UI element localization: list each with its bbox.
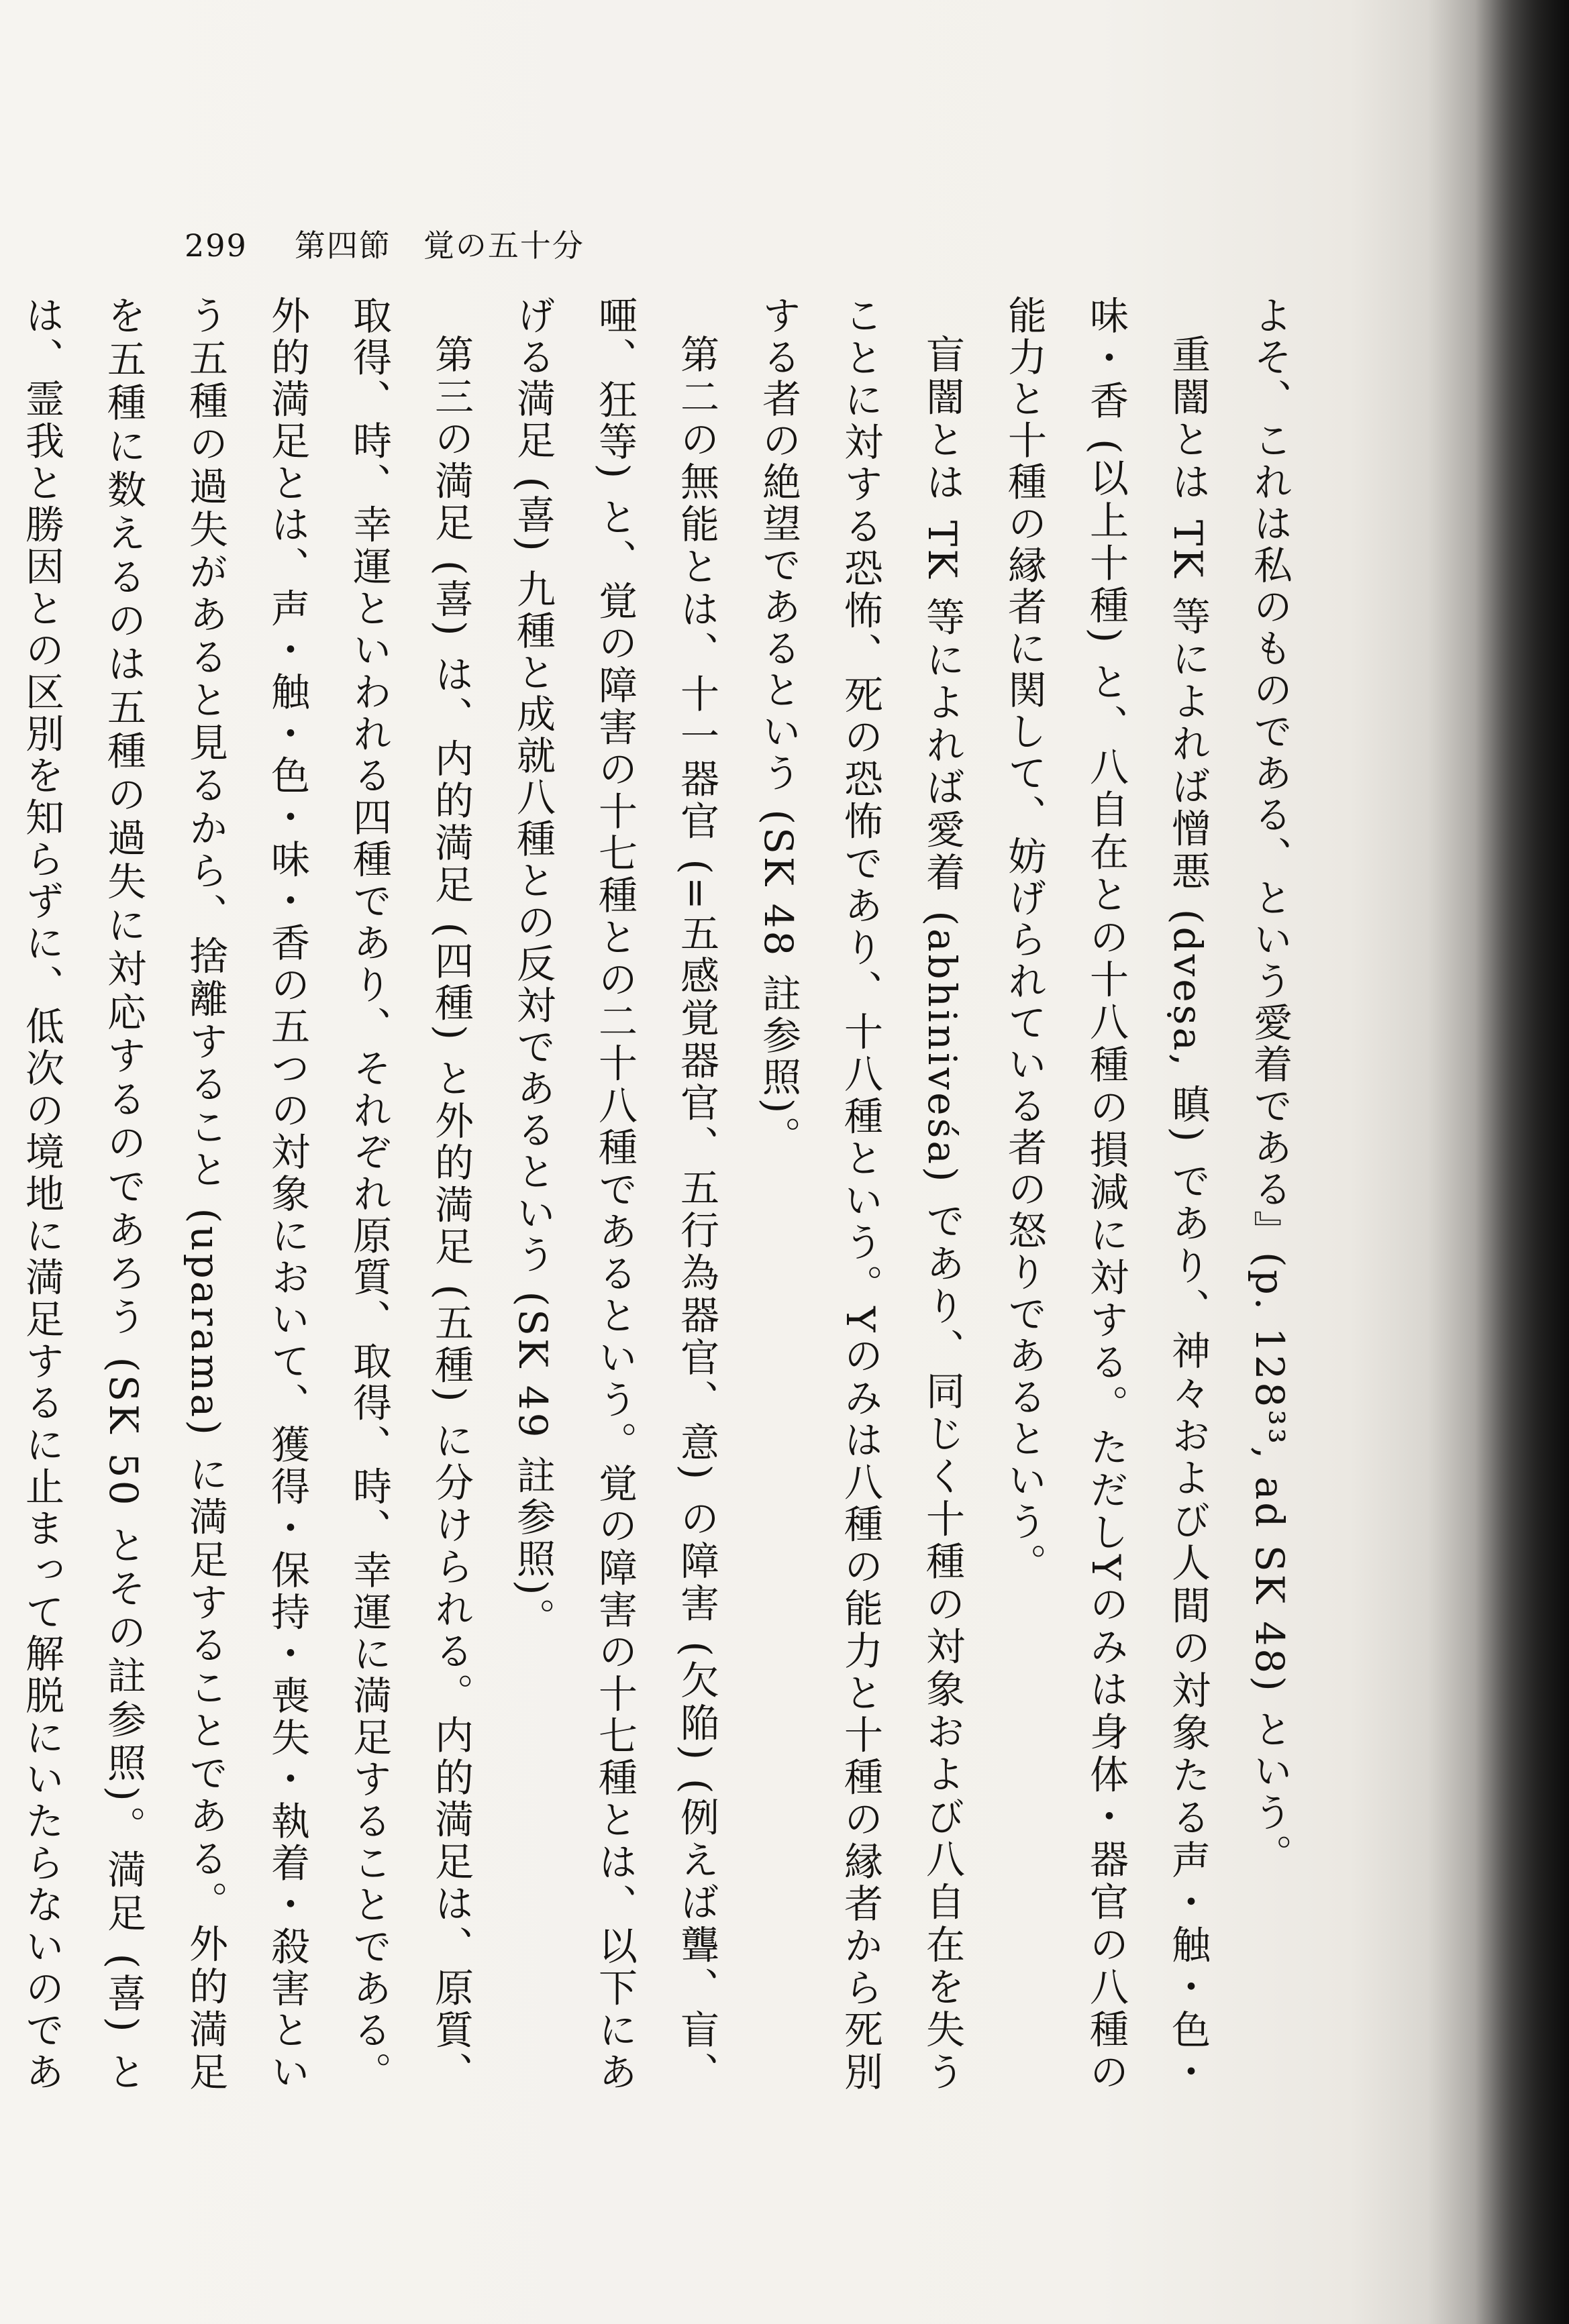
page-number: 299: [185, 227, 248, 264]
paragraph-manzoku: 第三の満足 (喜) は、内的満足 (四種) と外的満足 (五種) に分けられる。内的満足は、原質、取得、時、幸運といわれる四種であり、それぞれ原質、取得、時、幸運に満足することである。外的満足とは、声・触・色・味・香の五つの対象において、獲得・保持・喪失・執着・殺害という五種の過失があると見るから、捨離すること (uparama) に満足することである。外的満足を五種に数えるのは五種の過失に対応するのであろう (SK 50 とその註参照)。満足 (喜) とは、霊我と勝因との区別を知らずに、低次の境地に満足するに止まって解脱にいたらないのであ: [19, 295, 474, 2093]
running-head: [185, 221, 585, 266]
page-edge-shadow: [1475, 0, 1569, 2324]
paragraph-mouan: 盲闇とは TK 等によれば愛着 (abhiniveśa) であり、同じく十種の対象および八自在を失うことに対する恐怖、死の恐怖であり、十八種という。Yのみは八種の能力と十種の縁者から死別する者の絶望であるという (SK 48 註参照)。: [756, 295, 965, 2093]
paragraph-munou: 第二の無能とは、十一器官 (=五感覚器官、五行為器官、意) の障害 (欠陥) (例えば聾、盲、唖、狂等) と、覚の障害の十七種との二十八種であるという。覚の障害の十七種とは、以下にあげる満足 (喜) 九種と成就八種との反対であるという (SK 49 註参照)。: [510, 295, 719, 2093]
paragraph-continuation: よそ、これは私のものである、という愛着である』(p. 128³³, ad SK 48) という。: [1247, 295, 1293, 1876]
paragraph-juuan: 重闇とは TK 等によれば憎悪 (dveṣa, 瞋) であり、神々および人間の対象たる声・触・色・味・香 (以上十種) と、八自在との十八種の損減に対する。ただしYのみは身体・器官の八種の能力と十種の縁者に関して、妨げられている者の怒りであるという。: [1001, 295, 1211, 2093]
body-text: [19, 295, 1311, 2093]
section-title: 第四節 覚の五十分: [294, 227, 585, 264]
